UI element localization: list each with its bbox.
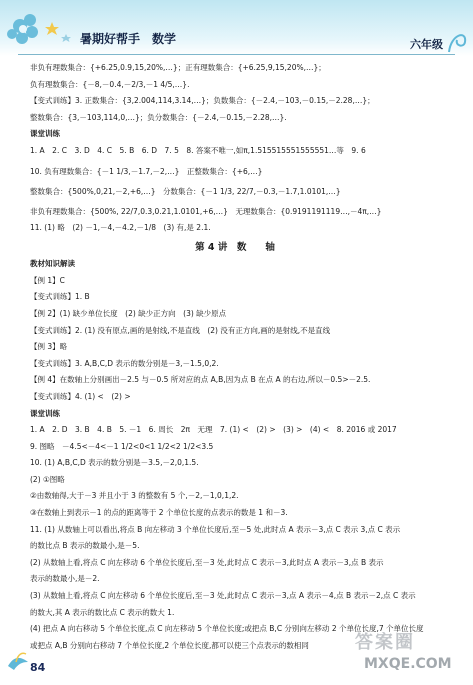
answer-line: 【变式训练】4. (1) < (2) > — [30, 391, 131, 401]
answer-line: 1. A 2. D 3. B 4. B 5. －1 6. 周长 2π 无理 7. (1) < (2) > (3) > (4) < 8. 2016 或 2017 — [30, 425, 397, 435]
answer-line: 10. 负有理数集合：{－1 1/3,－1.7,－2,…} 正整数集合：{+6,…} — [30, 166, 263, 176]
answer-line: 负有理数集合：{－8,－0.4,－2/3,－1 4/5,…}. — [30, 79, 190, 89]
flower-decoration-icon — [4, 8, 74, 52]
answer-line: 整数集合：{3,－103,114,0,…}；负分数集合：{－2.4,－0.15,－2.28,…}. — [30, 112, 287, 122]
subsection-heading: 课堂训练 — [30, 129, 60, 139]
answer-line: 整数集合：{500%,0,21,－2,+6,…} 分数集合：{－1 1/3, 22/7,－0.3,－1.7,1.0101,…} — [30, 186, 341, 196]
answer-line: 【变式训练】2. (1) 没有原点,画的是射线,不是直线 (2) 没有正方向,画的是射线,不是直线 — [30, 325, 331, 335]
grade-label: 六年级 — [410, 38, 443, 51]
answer-line: (4) 把点 A 向右移动 5 个单位长度,点 C 向左移动 5 个单位长度;或把点 B,C 分别向左移动 2 个单位长度,7 个单位长度 — [30, 624, 424, 634]
watermark-cn: 答案圈 — [355, 632, 415, 653]
answer-line: 11. (1) 略 (2) －1,－4,－4.2,－1/8 (3) 有,是 2.1. — [30, 222, 211, 232]
answer-line: ③在数轴上到表示－1 的点的距离等于 2 个单位长度的点表示的数是 1 和－3. — [30, 508, 288, 518]
swirl-decoration-icon — [445, 24, 471, 54]
bird-decoration-icon — [6, 650, 30, 672]
answer-line: 非负有理数集合：{500%, 22/7,0.3,0.21,1.0101,+6,…} 无理数集合：{0.9191191119…,－4π,…} — [30, 206, 382, 216]
answer-line: 【变式训练】1. B — [30, 292, 90, 302]
page-title: 暑期好帮手 数学 — [80, 32, 177, 46]
page-header — [0, 0, 473, 56]
answer-line: 【例 4】在数轴上分别画出－2.5 与－0.5 所对应的点 A,B,因为点 B 在点 A 的右边,所以－0.5>－2.5. — [30, 375, 371, 385]
answer-line: (2) 从数轴上看,将点 C 向左移动 6 个单位长度后,至－3 处,此时点 C 表示－3,此时点 A 表示－3,点 B 表示 — [30, 557, 384, 567]
answer-content — [30, 62, 460, 656]
answer-line: ②由数轴得,大于－3 并且小于 3 的整数有 5 个,－2,－1,0,1,2. — [30, 491, 239, 501]
answer-line: (2) ①图略 — [30, 474, 65, 484]
answer-line: 9. 图略 －4.5<－4<－1 1/2<0<1 1/2<2 1/2<3.5 — [30, 441, 214, 451]
answer-line: 【例 1】C — [30, 275, 65, 285]
page-number: 84 — [30, 661, 46, 674]
header-rule — [18, 54, 455, 55]
answer-line: 表示的数最小,是－2. — [30, 574, 100, 584]
answer-line: 10. (1) A,B,C,D 表示的数分别是－3.5,－2,0,1.5. — [30, 458, 199, 468]
answer-line: 【例 2】(1) 缺少单位长度 (2) 缺少正方向 (3) 缺少原点 — [30, 308, 227, 318]
section-title: 第 4 讲 数 轴 — [195, 242, 275, 254]
answer-line: 的数大,其 A 表示的数比点 C 表示的数大 1. — [30, 607, 175, 617]
answer-line: 【例 3】略 — [30, 342, 68, 352]
subsection-heading: 课堂训练 — [30, 408, 60, 418]
answer-line: 【变式训练】3. A,B,C,D 表示的数分别是－3,－1.5,0,2. — [30, 358, 219, 368]
answer-line: 1. A 2. C 3. D 4. C 5. B 6. D 7. 5 8. 答案不唯一,如π,1.515515551555551…等 9. 6 — [30, 145, 366, 155]
answer-line: 【变式训练】3. 正数集合：{3,2.004,114,3.14,…}；负数集合：{－2.4,－103,－0.15,－2.28,…}； — [30, 96, 375, 106]
answer-line: 非负有理数集合：{+6.25,0.9,15,20%,…}；正有理数集合：{+6.25,9,15,20%,…}； — [30, 63, 326, 72]
answer-line: 或把点 A,B 分别向右移动 7 个单位长度,2 个单位长度,都可以使三个点表示的数相同 — [30, 640, 309, 650]
subsection-heading: 教材知识解读 — [30, 259, 75, 269]
answer-line: (3) 从数轴上看,将点 C 向左移动 6 个单位长度后,至－3 处,此时点 C 表示－3,点 A 表示－4,点 B 表示－2,点 C 表示 — [30, 591, 416, 601]
answer-line: 11. (1) 从数轴上可以看出,将点 B 向左移动 3 个单位长度后,至－5 处,此时点 A 表示－3,点 C 表示 3,点 C 表示 — [30, 524, 401, 534]
answer-line: 的数比点 B 表示的数最小,是－5. — [30, 541, 140, 551]
watermark-en: MXQE.COM — [364, 656, 452, 672]
